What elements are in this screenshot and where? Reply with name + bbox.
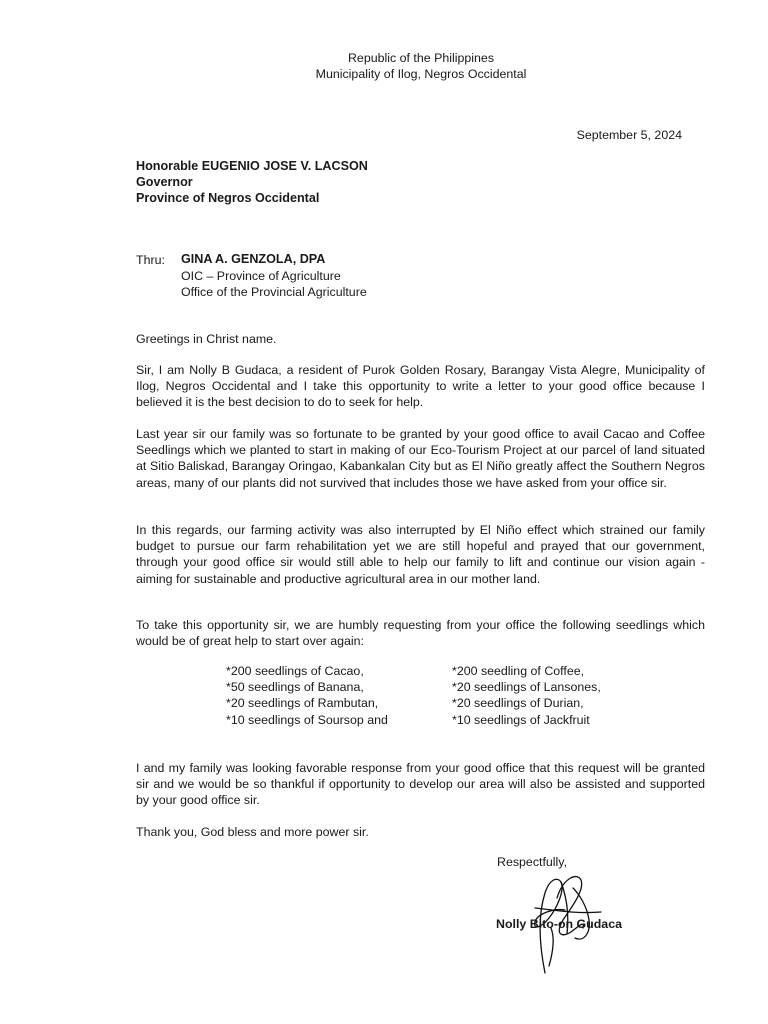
paragraph-hope: I and my family was looking favorable response from your good office that this request will be granted sir and we would be so thankful if opportunity to develop our area will also be assisted and supported by your good office sir. <box>136 761 705 808</box>
seedling-item: *10 seedlings of Soursop and <box>226 712 388 727</box>
header-republic: Republic of the Philippines <box>347 51 495 65</box>
thru-label: Thru: <box>136 253 165 267</box>
list-item <box>226 712 678 728</box>
seedling-item: *200 seedlings of Cacao, <box>226 664 364 678</box>
addressee-name: Honorable EUGENIO JOSE V. LACSON <box>136 159 368 173</box>
letter-date: September 5, 2024 <box>576 128 682 142</box>
thru-position: OIC – Province of Agriculture <box>181 268 341 283</box>
paragraph-request: To take this opportunity sir, we are humbly requesting from your office the following seedlings which would be of great help to start over again: <box>136 618 705 649</box>
list-item <box>226 695 678 711</box>
list-item <box>226 663 678 679</box>
seedling-item: *50 seedlings of Banana, <box>226 680 364 695</box>
addressee-office: Province of Negros Occidental <box>136 191 320 205</box>
thru-office: Office of the Provincial Agriculture <box>181 285 367 299</box>
header-municipality: Municipality of Ilog, Negros Occidental <box>315 67 527 81</box>
seedling-item: *10 seedlings of Jackfruit <box>452 712 590 727</box>
letter-header <box>0 50 768 82</box>
thru-name: GINA A. GENZOLA, DPA <box>181 252 326 266</box>
seedling-item: *20 seedlings of Durian, <box>452 696 584 711</box>
seedling-item: *200 seedling of Coffee, <box>452 664 585 678</box>
seedling-item: *20 seedlings of Lansones, <box>452 680 601 695</box>
thanks-line: Thank you, God bless and more power sir. <box>136 825 369 839</box>
closing-line: Respectfully, <box>497 855 568 869</box>
seedlings-list <box>226 663 678 728</box>
addressee-title: Governor <box>136 175 193 189</box>
signatory-name: Nolly Bito-on Gudaca <box>496 917 622 931</box>
paragraph-background: Last year sir our family was so fortunate to be granted by your good office to avail Cacao and Coffee Seedlings which we planted to start in making of our Eco-Tourism Project at our parcel of land situated at Sitio Baliskad, Barangay Oringao, Kabankalan City but as El Niño greatly affect the Southern Negros areas, many of our plants did not survived that includes those we have asked from your office sir. <box>136 427 705 490</box>
paragraph-introduction: Sir, I am Nolly B Gudaca, a resident of Purok Golden Rosary, Barangay Vista Alegre, Municipality of Ilog, Negros Occidental and I take this opportunity to write a letter to your good office because I believed it is the best decision to do to seek for help. <box>136 363 705 410</box>
list-item <box>226 679 678 695</box>
seedling-item: *20 seedlings of Rambutan, <box>226 696 379 711</box>
greeting: Greetings in Christ name. <box>136 332 277 346</box>
addressee-block <box>136 158 368 206</box>
paragraph-situation: In this regards, our farming activity was also interrupted by El Niño effect which strained our family budget to pursue our farm rehabilitation yet we are still hopeful and prayed that our government, through your good office sir would still able to help our family to lift and continue our vision again - aiming for sustainable and productive agricultural area in our mother land. <box>136 523 705 586</box>
